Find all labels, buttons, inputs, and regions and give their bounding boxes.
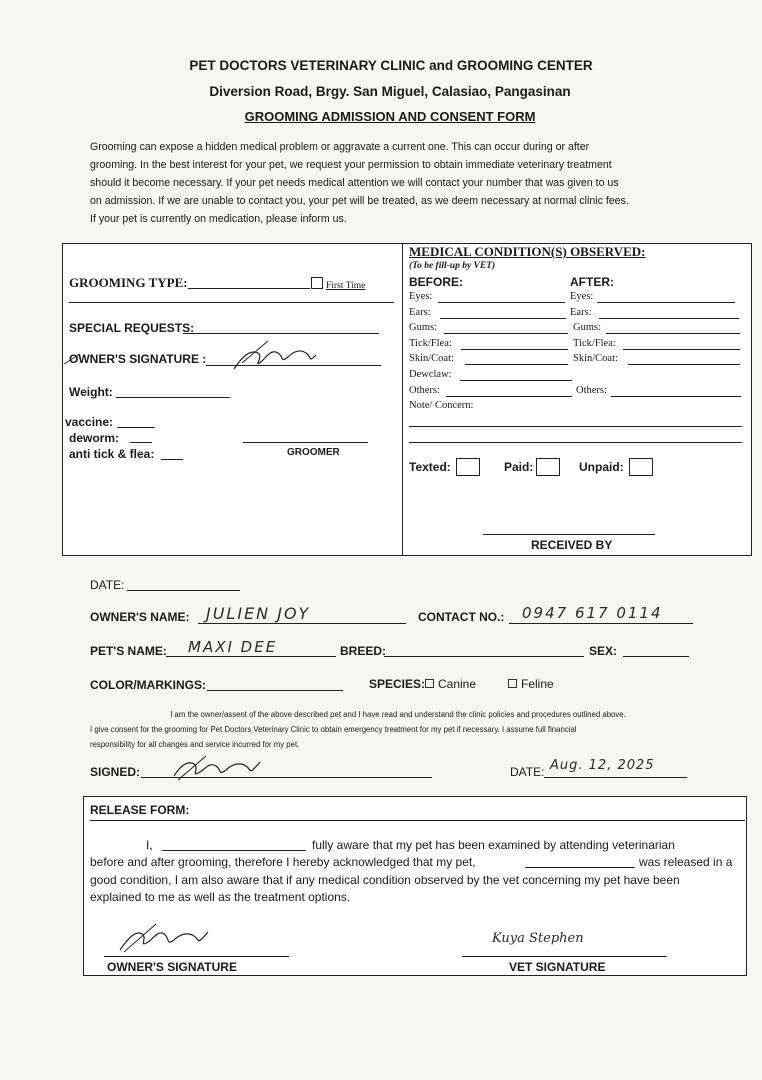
after-tick-field[interactable] [623, 349, 740, 350]
groomer-label: GROOMER [287, 447, 340, 458]
grooming-type-extra-line[interactable] [69, 302, 394, 303]
after-eyes-label: Eyes: [570, 291, 594, 302]
before-tick-field[interactable] [461, 349, 568, 350]
after-ears-label: Ears: [570, 307, 592, 318]
after-skin-field[interactable] [628, 364, 740, 365]
release-line4: explained to me as well as the treatment options. [90, 890, 351, 904]
checkbox-square[interactable] [311, 277, 323, 289]
release-name-field[interactable] [162, 850, 306, 851]
note-concern-label: Note/ Concern: [409, 400, 474, 411]
medical-title: MEDICAL CONDITION(S) OBSERVED: [409, 244, 646, 259]
signed-date-value: Aug. 12, 2025 [550, 758, 655, 773]
vet-signature-value: Kuya Stephen [492, 931, 584, 946]
received-by-label: RECEIVED BY [531, 538, 613, 552]
consent-line: I give consent for the grooming for Pet Doctors Veterinary Clinic to obtain emergency treatment for my pet if necessary. I assume full financial [90, 725, 577, 734]
release-line2-b: was released in a [639, 855, 733, 869]
note-line-1[interactable] [409, 426, 742, 427]
after-gums-label: Gums: [573, 322, 602, 333]
intro-line: If your pet is currently on medication, please inform us. [90, 213, 347, 225]
species-canine-option[interactable] [425, 677, 476, 691]
vet-signature-label: VET SIGNATURE [509, 960, 606, 974]
consent-paragraph-cont [90, 723, 730, 752]
after-gums-field[interactable] [606, 333, 740, 334]
after-skin-label: Skin/Coat: [573, 353, 618, 364]
owner-signature-label: OWNER'S SIGNATURE : [69, 352, 207, 366]
after-ears-field[interactable] [599, 318, 739, 319]
consent-line: responsibility for all changes and service incurred for my pet. [90, 739, 300, 749]
before-eyes-label: Eyes: [409, 291, 433, 302]
groomer-signature-field[interactable] [243, 442, 368, 443]
intro-line: should it become necessary. If your pet needs medical attention we will contact your number that was given to us [90, 177, 619, 189]
texted-option[interactable] [409, 460, 451, 474]
before-skin-field[interactable] [465, 364, 568, 365]
clinic-address: Diversion Road, Brgy. San Miguel, Calasiao, Pangasinan [209, 84, 571, 99]
feline-checkbox[interactable] [508, 679, 517, 688]
intro-line: grooming. In the best interest for your pet, we request your permission to obtain immediate veterinary treatment [90, 159, 612, 171]
before-label: BEFORE: [409, 275, 463, 289]
release-title-divider [90, 820, 745, 821]
consent-line: I am the owner/assent of the above described pet and I have read and understand the clinic policies and procedures outlined above. [170, 710, 626, 719]
after-eyes-field[interactable] [597, 302, 735, 303]
canine-label: Canine [438, 677, 477, 691]
intro-line: Grooming can expose a hidden medical problem or aggravate a current one. This can occur during or after [90, 141, 590, 153]
owner-name-value: JULIEN JOY [206, 604, 311, 623]
panel-divider [402, 243, 403, 556]
before-dewclaw-field[interactable] [460, 380, 572, 381]
special-requests-label: SPECIAL REQUESTS: [69, 321, 195, 335]
first-time-checkbox[interactable] [311, 277, 365, 291]
date-field[interactable] [127, 590, 240, 591]
pet-name-field[interactable] [166, 656, 336, 657]
release-owner-signature-label: OWNER'S SIGNATURE [107, 960, 237, 974]
release-pet-field[interactable] [525, 867, 635, 868]
intro-line: on admission. If we are unable to contact you, your pet will be treated, as we deem necessary at normal clinic fees. [90, 195, 629, 207]
contact-field[interactable] [509, 623, 693, 624]
release-line2-a: before and after grooming, therefore I hereby acknowledged that my pet, [90, 855, 476, 869]
after-others-field[interactable] [611, 396, 741, 397]
special-requests-field[interactable] [183, 333, 379, 334]
signed-signature-scribble [170, 752, 266, 784]
contact-value: 0947 617 0114 [522, 604, 663, 622]
before-tick-label: Tick/Flea: [409, 338, 452, 349]
after-label: AFTER: [570, 275, 614, 289]
canine-checkbox[interactable] [425, 679, 434, 688]
owner-signature-check-mark [62, 352, 82, 366]
paid-label: Paid: [504, 460, 534, 474]
received-by-field[interactable] [483, 534, 655, 535]
antitick-field[interactable] [161, 459, 183, 460]
before-gums-field[interactable] [444, 333, 568, 334]
weight-label: Weight: [69, 385, 113, 399]
breed-label: BREED: [340, 644, 387, 658]
vet-signature-field[interactable] [462, 956, 667, 957]
deworm-field[interactable] [130, 442, 152, 443]
after-others-label: Others: [576, 385, 607, 396]
antitick-label: anti tick & flea: [69, 447, 155, 461]
owner-name-field[interactable] [198, 623, 406, 624]
species-label: SPECIES: [369, 677, 426, 691]
unpaid-checkbox[interactable] [629, 458, 653, 476]
before-ears-label: Ears: [409, 307, 431, 318]
unpaid-label: Unpaid: [579, 460, 624, 474]
consent-paragraph [88, 708, 708, 723]
texted-checkbox[interactable] [456, 458, 480, 476]
clinic-name: PET DOCTORS VETERINARY CLINIC and GROOMING CENTER [189, 58, 593, 73]
signed-date-label: DATE: [510, 765, 545, 779]
owner-signature-scribble [228, 335, 320, 377]
weight-field[interactable] [116, 397, 230, 398]
note-line-2[interactable] [409, 442, 742, 443]
date-label: DATE: [90, 578, 125, 592]
pet-name-label: PET'S NAME: [90, 644, 167, 658]
medical-subtitle: (To be fill-up by VET) [409, 261, 496, 271]
after-tick-label: Tick/Flea: [573, 338, 616, 349]
release-owner-signature-scribble [116, 920, 212, 956]
contact-label: CONTACT NO.: [418, 610, 505, 624]
color-markings-label: COLOR/MARKINGS: [90, 678, 206, 692]
before-ears-field[interactable] [440, 318, 566, 319]
paid-checkbox[interactable] [536, 458, 560, 476]
release-title: RELEASE FORM: [90, 803, 190, 817]
before-skin-label: Skin/Coat: [409, 353, 454, 364]
breed-field[interactable] [384, 656, 584, 657]
pet-name-value: MAXI DEE [188, 638, 278, 656]
grooming-type-field[interactable] [188, 288, 310, 289]
grooming-type-label: GROOMING TYPE: [69, 275, 188, 290]
release-owner-signature-field[interactable] [104, 956, 289, 957]
before-dewclaw-label: Dewclaw: [409, 369, 452, 380]
species-feline-option[interactable] [508, 677, 554, 691]
before-eyes-field[interactable] [438, 302, 565, 303]
release-line3: good condition, I am also aware that if any medical condition observed by the vet concerning my pet have been [90, 873, 680, 887]
owner-name-label: OWNER'S NAME: [90, 610, 190, 624]
signed-date-field[interactable] [544, 777, 687, 778]
form-title: GROOMING ADMISSION AND CONSENT FORM [244, 109, 536, 124]
feline-label: Feline [521, 677, 554, 691]
texted-label: Texted: [409, 460, 451, 474]
vaccine-label: vaccine: [65, 415, 114, 429]
first-time-label: First Time [326, 281, 366, 291]
intro-paragraph [90, 138, 710, 228]
before-gums-label: Gums: [409, 322, 438, 333]
vaccine-field[interactable] [117, 427, 155, 428]
sex-label: SEX: [589, 644, 618, 658]
sex-field[interactable] [623, 656, 689, 657]
color-markings-field[interactable] [207, 690, 343, 691]
before-others-label: Others: [409, 385, 440, 396]
release-line1-a: I, [146, 838, 153, 852]
release-line1-b: fully aware that my pet has been examined by attending veterinarian [312, 838, 675, 852]
signed-label: SIGNED: [90, 765, 141, 779]
deworm-label: deworm: [69, 431, 120, 445]
before-others-field[interactable] [446, 396, 572, 397]
